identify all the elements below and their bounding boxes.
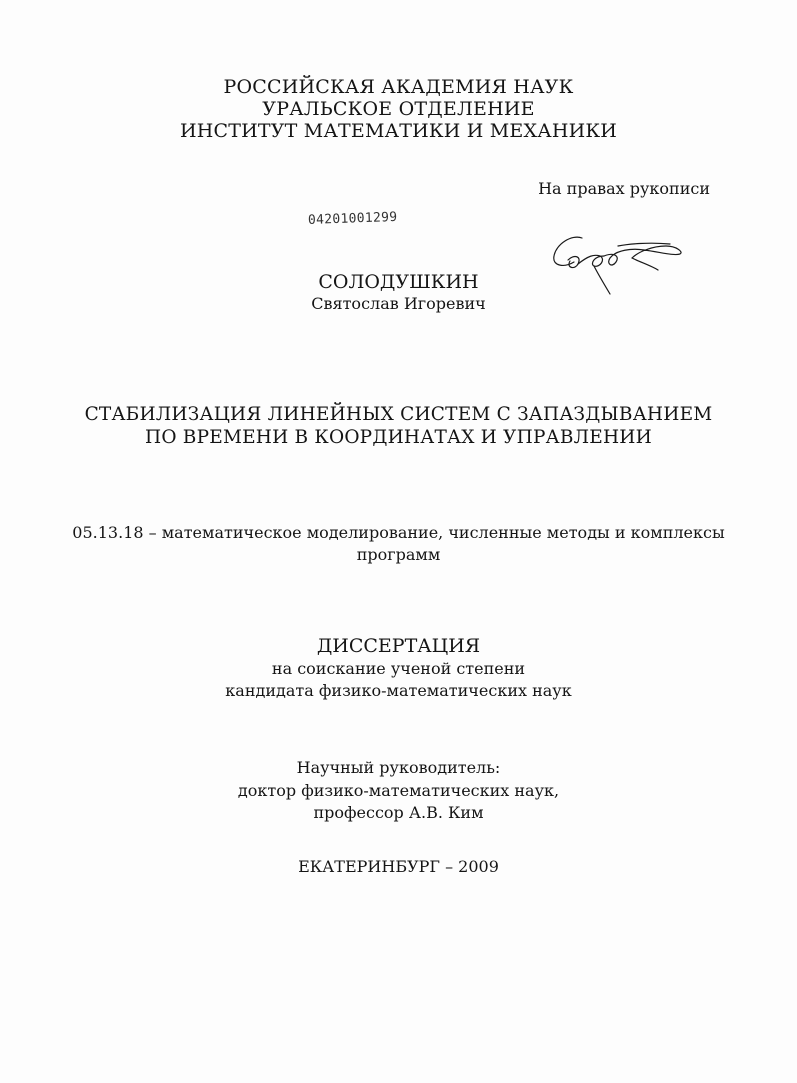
specialty-code-line-2: программ <box>356 545 441 564</box>
city-and-year: ЕКАТЕРИНБУРГ – 2009 <box>298 857 499 876</box>
author-given-names: Святослав Игоревич <box>311 294 486 313</box>
supervisor-heading: Научный руководитель: <box>296 758 501 777</box>
academy-name: РОССИЙСКАЯ АКАДЕМИЯ НАУК <box>223 76 574 98</box>
registration-number-stamp: 04201001299 <box>307 209 398 228</box>
supervisor-degree: доктор физико-математических наук, <box>237 781 560 800</box>
author-surname: СОЛОДУШКИН <box>318 271 479 293</box>
manuscript-rights-note: На правах рукописи <box>538 179 710 198</box>
dissertation-title-line-1: СТАБИЛИЗАЦИЯ ЛИНЕЙНЫХ СИСТЕМ С ЗАПАЗДЫВАНИЕМ <box>84 404 713 425</box>
degree-purpose-line-2: кандидата физико-математических наук <box>225 681 572 700</box>
dissertation-title-line-2: ПО ВРЕМЕНИ В КООРДИНАТАХ И УПРАВЛЕНИИ <box>145 427 652 448</box>
specialty-code-line-1: 05.13.18 – математическое моделирование, численные методы и комплексы <box>72 523 725 542</box>
dissertation-label: ДИССЕРТАЦИЯ <box>316 635 481 657</box>
supervisor-name: профессор А.В. Ким <box>313 803 484 822</box>
institute-name: ИНСТИТУТ МАТЕМАТИКИ И МЕХАНИКИ <box>179 120 618 142</box>
degree-purpose-line-1: на соискание ученой степени <box>271 659 526 678</box>
branch-name: УРАЛЬСКОЕ ОТДЕЛЕНИЕ <box>262 98 535 120</box>
